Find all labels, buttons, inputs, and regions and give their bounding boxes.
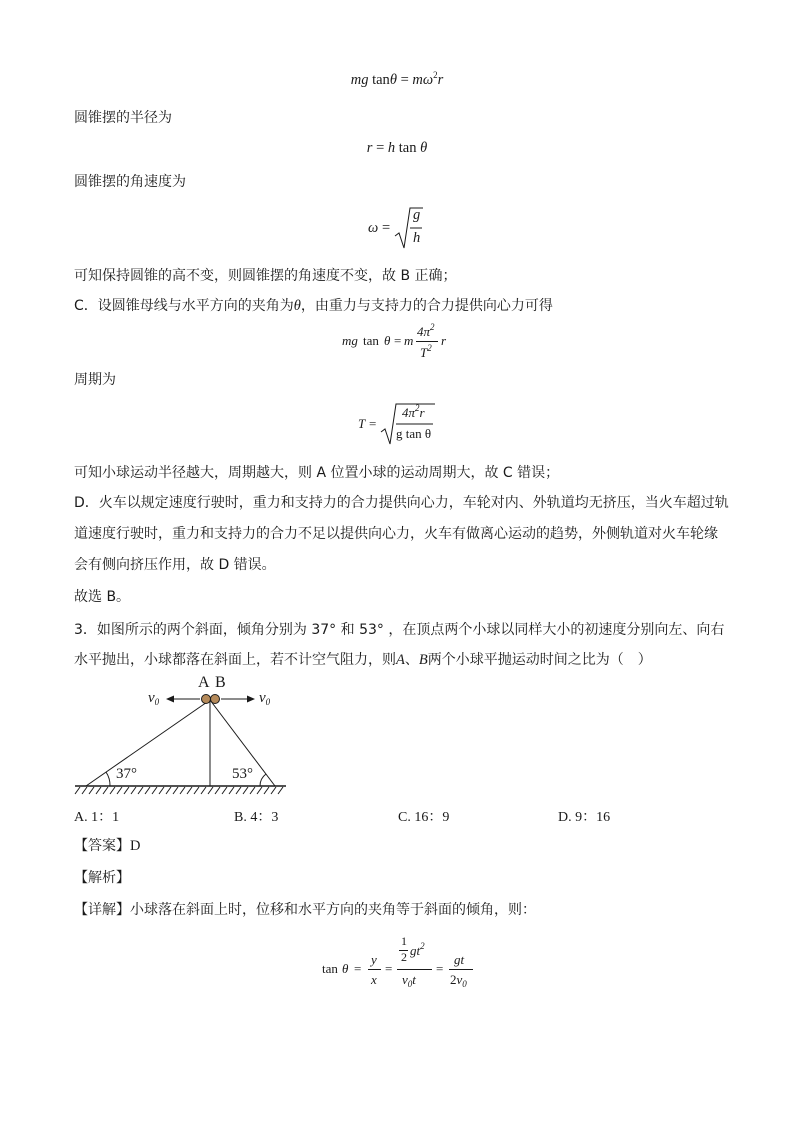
eq-fn: tan [363,333,379,348]
eq-numerator: $4\pi^2$ [417,322,435,339]
eq-theta: θ [389,72,397,88]
eq-term: r [437,72,444,88]
incline-drawing [70,674,290,800]
eq-term: r [441,333,447,348]
eq-omega: ω [368,220,379,236]
text-line [74,296,553,316]
equation-tan-theta [322,934,482,998]
text-line: 可知保持圆锥的高不变，则圆锥摆的角速度不变，故 B 正确； [74,268,457,284]
equation-centripetal-period [342,322,482,362]
eq-numerator: $gt^2$ [410,941,425,958]
detail-text: 小球落在斜面上时，位移和水平方向的夹角等于斜面的倾角，则： [130,902,536,918]
answer-value: D [130,838,141,854]
eq-fn: tan [322,961,338,976]
analysis-tag: 【解析】 [74,870,130,886]
fraction-bar [397,969,432,970]
eq-numerator: g [413,207,421,223]
equation-centripetal-omega [0,70,794,89]
label-angle-37: 37° [116,766,137,782]
eq-sign: = [436,961,444,976]
label-angle-53: 53° [232,766,253,782]
eq-term: h [387,140,396,156]
eq-term: mg [342,333,358,348]
eq-sign: = [385,961,393,976]
option-a[interactable]: A. 1：1 [74,810,120,825]
eq-theta: θ [342,961,349,976]
answer-line [74,836,140,856]
eq-denominator: $v_0t$ [402,972,416,989]
eq-denominator: $T^2$ [420,343,432,360]
text-segment: A [396,652,405,668]
eq-sign: = [382,220,391,236]
answer-tag: 【答案】 [74,838,130,854]
option-b[interactable]: B. 4：3 [234,810,279,825]
text-line: 可知小球运动半径越大，周期越大，则 A 位置小球的运动周期大，故 C 错误； [74,465,560,481]
eq-numerator: gt [454,952,465,967]
eq-sign: = [354,961,362,976]
option-d[interactable]: D. 9：16 [558,810,611,825]
eq-denominator: g tan θ [396,426,432,441]
question-3-stem: 3．如图所示的两个斜面，倾角分别为 37° 和 53° ，在顶点两个小球以同样大小的初速度分别向左、向右 [74,622,725,638]
text-line: 道速度行驶时，重力和支持力的合力不足以提供向心力，火车有做离心运动的趋势，外侧轨道对火车轮缘 [74,526,718,542]
eq-term: m [412,72,423,88]
eq-term: mg [350,72,369,88]
eq-theta: θ [293,298,301,314]
eq-theta: θ [384,333,391,348]
eq-theta: θ [420,140,428,156]
equation-radius [0,140,794,157]
text-line: 圆锥摆的半径为 [74,110,172,126]
fraction-bar [449,969,473,970]
label-v0-left: $v_0$ [148,690,160,707]
question-3-stem-cont [74,650,652,670]
equation-angular-velocity [368,204,438,252]
text-segment: 水平抛出，小球都落在斜面上，若不计空气阻力，则 [74,652,396,668]
text-line: 周期为 [74,372,116,388]
text-line: 故选 B。 [74,589,131,605]
eq-sign: = [394,333,402,348]
eq-sign: = [376,140,385,156]
equation-period [358,400,448,448]
eq-half-num: 1 [401,934,407,948]
label-ball-a: A [198,674,210,691]
fraction-bar [416,341,438,342]
text-line: 会有侧向挤压作用，故 D 错误。 [74,557,276,573]
eq-numerator: y [371,952,377,967]
eq-denominator: x [371,972,377,987]
eq-exp: 2 [433,70,438,80]
incline-figure [70,674,290,800]
label-ball-b: B [215,674,226,691]
label-v0-right: $v_0$ [259,690,271,707]
eq-term: r [366,140,373,156]
eq-sign: = [400,72,409,88]
eq-term: m [404,333,414,348]
text-segment: C．设圆锥母线与水平方向的夹角为 [74,298,294,314]
eq-denominator: $2v_0$ [450,972,467,989]
detail-tag: 【详解】 [74,902,130,918]
text-segment: ，由重力与支持力的合力提供向心力可得 [300,298,553,314]
detail-line [74,900,536,920]
text-line: 圆锥摆的角速度为 [74,174,186,190]
eq-fn: tan [372,72,390,88]
text-segment: 、 [404,652,419,668]
option-c[interactable]: C. 16：9 [398,810,450,825]
eq-denominator: h [413,230,421,246]
eq-half-den: 2 [401,950,407,964]
fraction-bar [368,969,381,970]
text-line: D．火车以规定速度行驶时，重力和支持力的合力提供向心力，车轮对内、外轨道均无挤压，当火车超过轨 [74,495,729,511]
eq-omega: ω [422,72,434,88]
text-segment: 两个小球平抛运动时间之比为（ ） [427,652,652,668]
eq-term: T [358,416,366,431]
eq-fn: tan [398,140,417,156]
text-segment: B [418,652,428,668]
eq-sign: = [369,416,377,431]
eq-numerator: $4\pi^2r$ [402,403,425,420]
